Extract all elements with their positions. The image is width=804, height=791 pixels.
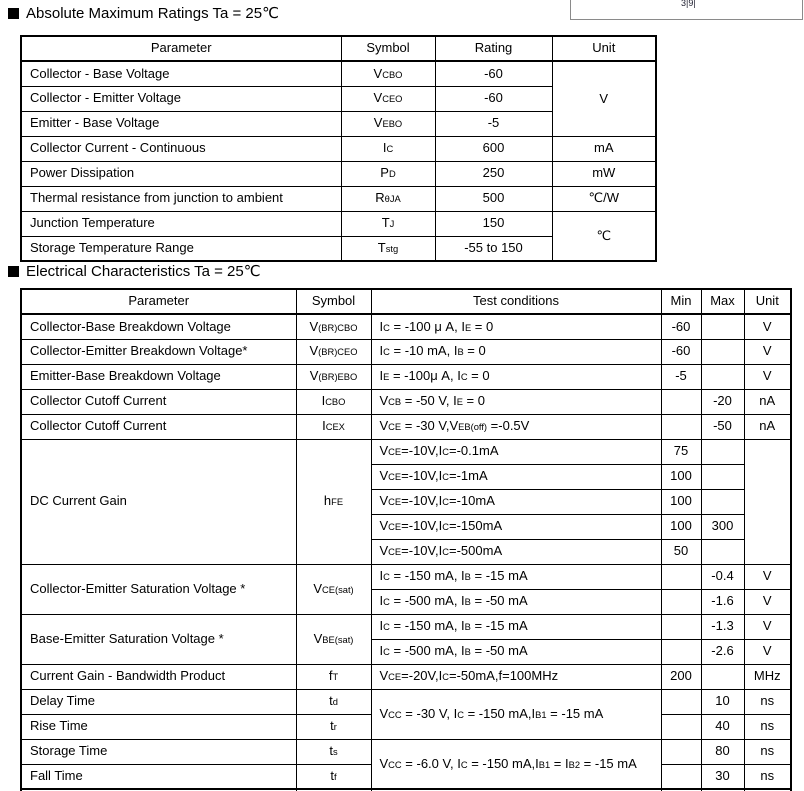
- header-max: Max: [701, 289, 744, 314]
- rating-cell: -60: [435, 61, 552, 86]
- rating-cell: -55 to 150: [435, 236, 552, 261]
- unit-cell: V: [744, 639, 791, 664]
- header-parameter: Parameter: [21, 289, 296, 314]
- param-cell: DC Current Gain: [21, 439, 296, 564]
- section-title-text: Electrical Characteristics Ta = 25℃: [26, 263, 261, 280]
- param-cell: Power Dissipation: [21, 161, 341, 186]
- max-cell: [701, 314, 744, 339]
- symbol-cell: VCEO: [341, 86, 435, 111]
- section-title-text: Absolute Maximum Ratings Ta = 25℃: [26, 5, 279, 22]
- min-cell: [661, 739, 701, 764]
- min-cell: [661, 764, 701, 789]
- cond-cell: VCE=-10V,IC=-150mA: [371, 514, 661, 539]
- symbol-cell: td: [296, 689, 371, 714]
- table-row: [21, 414, 791, 439]
- symbol-cell: fT: [296, 664, 371, 689]
- max-cell: -20: [701, 389, 744, 414]
- header-rating: Rating: [435, 36, 552, 61]
- unit-cell: V: [744, 314, 791, 339]
- rating-cell: 150: [435, 211, 552, 236]
- symbol-cell: ICEX: [296, 414, 371, 439]
- symbol-cell: VCBO: [341, 61, 435, 86]
- min-cell: 100: [661, 489, 701, 514]
- min-cell: [661, 564, 701, 589]
- max-cell: [701, 339, 744, 364]
- param-cell: Collector - Emitter Voltage: [21, 86, 341, 111]
- param-cell: Collector - Base Voltage: [21, 61, 341, 86]
- param-cell: Rise Time: [21, 714, 296, 739]
- header-test-conditions: Test conditions: [371, 289, 661, 314]
- cond-cell: VCC = -30 V, IC = -150 mA,IB1 = -15 mA: [371, 689, 661, 739]
- unit-cell: nA: [744, 414, 791, 439]
- min-cell: 100: [661, 514, 701, 539]
- section-bullet-icon: [8, 8, 19, 19]
- rating-cell: 500: [435, 186, 552, 211]
- max-cell: -2.6: [701, 639, 744, 664]
- max-cell: 10: [701, 689, 744, 714]
- table-row: [21, 314, 791, 339]
- absolute-maximum-ratings-table: [20, 35, 657, 262]
- table-row: [21, 439, 791, 464]
- min-cell: -60: [661, 339, 701, 364]
- symbol-cell: TJ: [341, 211, 435, 236]
- unit-cell: ns: [744, 739, 791, 764]
- table-row: [21, 564, 791, 589]
- max-cell: -50: [701, 414, 744, 439]
- param-cell: Collector-Emitter Saturation Voltage *: [21, 564, 296, 614]
- table-row: [21, 61, 656, 86]
- param-cell: Emitter - Base Voltage: [21, 111, 341, 136]
- cond-cell: IC = -500 mA, IB = -50 mA: [371, 639, 661, 664]
- min-cell: 50: [661, 539, 701, 564]
- table-row: [21, 136, 656, 161]
- param-cell: Emitter-Base Breakdown Voltage: [21, 364, 296, 389]
- param-cell: Base-Emitter Saturation Voltage *: [21, 614, 296, 664]
- cond-cell: VCE=-10V,IC=-10mA: [371, 489, 661, 514]
- symbol-cell: RθJA: [341, 186, 435, 211]
- cond-cell: IC = -150 mA, IB = -15 mA: [371, 614, 661, 639]
- cond-cell: IC = -500 mA, IB = -50 mA: [371, 589, 661, 614]
- min-cell: [661, 414, 701, 439]
- symbol-cell: IC: [341, 136, 435, 161]
- symbol-cell: V(BR)EBO: [296, 364, 371, 389]
- symbol-cell: VBE(sat): [296, 614, 371, 664]
- min-cell: 200: [661, 664, 701, 689]
- cond-cell: IC = -150 mA, IB = -15 mA: [371, 564, 661, 589]
- unit-cell: ns: [744, 714, 791, 739]
- unit-cell: ns: [744, 764, 791, 789]
- param-cell: Thermal resistance from junction to ambient: [21, 186, 341, 211]
- unit-cell: V: [744, 614, 791, 639]
- param-cell: Storage Time: [21, 739, 296, 764]
- table-row: [21, 389, 791, 414]
- unit-cell: nA: [744, 389, 791, 414]
- unit-cell: ns: [744, 689, 791, 714]
- header-symbol: Symbol: [296, 289, 371, 314]
- header-parameter: Parameter: [21, 36, 341, 61]
- symbol-cell: Tstg: [341, 236, 435, 261]
- max-cell: 40: [701, 714, 744, 739]
- symbol-cell: hFE: [296, 439, 371, 564]
- max-cell: [701, 539, 744, 564]
- table-row: [21, 161, 656, 186]
- rating-cell: -5: [435, 111, 552, 136]
- table-row: [21, 211, 656, 236]
- param-cell: Collector Cutoff Current: [21, 389, 296, 414]
- param-cell: Collector-Emitter Breakdown Voltage*: [21, 339, 296, 364]
- min-cell: 75: [661, 439, 701, 464]
- min-cell: [661, 714, 701, 739]
- unit-cell: [744, 439, 791, 564]
- max-cell: -1.3: [701, 614, 744, 639]
- table-header-row: [21, 289, 791, 314]
- header-min: Min: [661, 289, 701, 314]
- table-row: [21, 186, 656, 211]
- unit-cell: V: [552, 61, 656, 136]
- param-cell: Collector Cutoff Current: [21, 414, 296, 439]
- min-cell: 100: [661, 464, 701, 489]
- table-row: [21, 339, 791, 364]
- symbol-cell: VEBO: [341, 111, 435, 136]
- min-cell: [661, 639, 701, 664]
- table-header-row: [21, 36, 656, 61]
- unit-cell: mW: [552, 161, 656, 186]
- max-cell: -1.6: [701, 589, 744, 614]
- cond-cell: VCE = -30 V,VEB(off) =-0.5V: [371, 414, 661, 439]
- cond-cell: IC = -10 mA, IB = 0: [371, 339, 661, 364]
- unit-cell: V: [744, 589, 791, 614]
- unit-cell: ℃: [552, 211, 656, 261]
- max-cell: [701, 464, 744, 489]
- max-cell: 80: [701, 739, 744, 764]
- header-unit: Unit: [552, 36, 656, 61]
- param-cell: Fall Time: [21, 764, 296, 789]
- header-unit: Unit: [744, 289, 791, 314]
- symbol-cell: V(BR)CBO: [296, 314, 371, 339]
- symbol-cell: VCE(sat): [296, 564, 371, 614]
- max-cell: [701, 439, 744, 464]
- max-cell: [701, 364, 744, 389]
- cond-cell: VCB = -50 V, IE = 0: [371, 389, 661, 414]
- cond-cell: VCE=-20V,IC=-50mA,f=100MHz: [371, 664, 661, 689]
- min-cell: [661, 389, 701, 414]
- unit-cell: V: [744, 339, 791, 364]
- param-cell: Delay Time: [21, 689, 296, 714]
- max-cell: -0.4: [701, 564, 744, 589]
- param-cell: Current Gain - Bandwidth Product: [21, 664, 296, 689]
- param-cell: Storage Temperature Range: [21, 236, 341, 261]
- table-row: [21, 614, 791, 639]
- table-row: [21, 689, 791, 714]
- unit-cell: ℃/W: [552, 186, 656, 211]
- header-symbol: Symbol: [341, 36, 435, 61]
- section-title-absolute-maximum-ratings: [8, 4, 279, 22]
- cond-cell: VCE=-10V,IC=-500mA: [371, 539, 661, 564]
- rating-cell: 600: [435, 136, 552, 161]
- symbol-cell: V(BR)CEO: [296, 339, 371, 364]
- unit-cell: mA: [552, 136, 656, 161]
- symbol-cell: tr: [296, 714, 371, 739]
- min-cell: -60: [661, 314, 701, 339]
- package-figure-box: [570, 0, 803, 20]
- rating-cell: 250: [435, 161, 552, 186]
- table-row: [21, 739, 791, 764]
- electrical-characteristics-table: [20, 288, 792, 791]
- symbol-cell: ts: [296, 739, 371, 764]
- max-cell: [701, 489, 744, 514]
- symbol-cell: PD: [341, 161, 435, 186]
- symbol-cell: ICBO: [296, 389, 371, 414]
- figure-clipped-text: 3|9|: [681, 0, 696, 8]
- unit-cell: MHz: [744, 664, 791, 689]
- param-cell: Junction Temperature: [21, 211, 341, 236]
- cond-cell: IE = -100μ A, IC = 0: [371, 364, 661, 389]
- table-row: [21, 664, 791, 689]
- unit-cell: V: [744, 564, 791, 589]
- param-cell: Collector Current - Continuous: [21, 136, 341, 161]
- symbol-cell: tf: [296, 764, 371, 789]
- cond-cell: IC = -100 μ A, IE = 0: [371, 314, 661, 339]
- max-cell: [701, 664, 744, 689]
- section-bullet-icon: [8, 266, 19, 277]
- cond-cell: VCE=-10V,IC=-1mA: [371, 464, 661, 489]
- max-cell: 300: [701, 514, 744, 539]
- table-row: [21, 364, 791, 389]
- cond-cell: VCE=-10V,IC=-0.1mA: [371, 439, 661, 464]
- min-cell: [661, 614, 701, 639]
- section-title-electrical-characteristics: [8, 262, 261, 280]
- rating-cell: -60: [435, 86, 552, 111]
- param-cell: Collector-Base Breakdown Voltage: [21, 314, 296, 339]
- min-cell: [661, 689, 701, 714]
- max-cell: 30: [701, 764, 744, 789]
- min-cell: [661, 589, 701, 614]
- unit-cell: V: [744, 364, 791, 389]
- min-cell: -5: [661, 364, 701, 389]
- cond-cell: VCC = -6.0 V, IC = -150 mA,IB1 = IB2 = -15 mA: [371, 739, 661, 789]
